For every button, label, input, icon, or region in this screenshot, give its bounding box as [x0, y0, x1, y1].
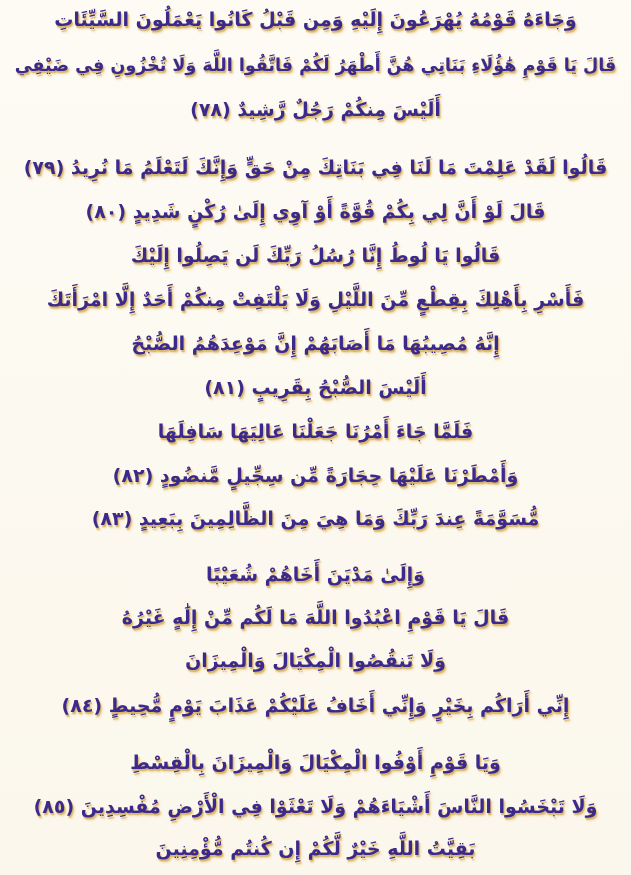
- verse-line-4: قَالُوا لَقَدْ عَلِمْتَ مَا لَنَا فِي بَنَاتِكَ مِنْ حَقٍّ وَإِنَّكَ لَتَعْلَمُ مَا نُرِيدُ (٧٩): [23, 157, 608, 179]
- verse-line-10: فَلَمَّا جَاءَ أَمْرُنَا جَعَلْنَا عَالِيَهَا سَافِلَهَا: [157, 421, 474, 443]
- verse-line-11: وَأَمْطَرْنَا عَلَيْهَا حِجَارَةً مِّن سِجِّيلٍ مَّنضُودٍ (٨٢): [112, 465, 519, 487]
- verse-line-3: أَلَيْسَ مِنكُمْ رَجُلٌ رَّشِيدٌ (٧٨): [190, 99, 441, 121]
- verse-line-13: وَإِلَىٰ مَدْيَنَ أَخَاهُمْ شُعَيْبًا: [206, 564, 425, 586]
- verse-line-2: قَالَ يَا قَوْمِ هَٰؤُلَاءِ بَنَاتِي هُنَّ أَطْهَرُ لَكُمْ فَاتَّقُوا اللَّهَ وَلَا تُخْزُونِ فِي ضَيْفِي: [14, 56, 617, 76]
- verse-line-7: فَأَسْرِ بِأَهْلِكَ بِقِطْعٍ مِّنَ اللَّيْلِ وَلَا يَلْتَفِتْ مِنكُمْ أَحَدٌ إِلَّا امْرَأَتَكَ: [46, 289, 585, 311]
- verse-line-8: إِنَّهُ مُصِيبُهَا مَا أَصَابَهُمْ إِنَّ مَوْعِدَهُمُ الصُّبْحُ: [131, 333, 500, 355]
- verse-line-9: أَلَيْسَ الصُّبْحُ بِقَرِيبٍ (٨١): [204, 377, 427, 399]
- verse-line-16: إِنِّي أَرَاكُم بِخَيْرٍ وَإِنِّي أَخَافُ عَلَيْكُمْ عَذَابَ يَوْمٍ مُّحِيطٍ (٨٤): [61, 695, 570, 717]
- verse-line-1: وَجَاءَهُ قَوْمُهُ يُهْرَعُونَ إِلَيْهِ وَمِن قَبْلُ كَانُوا يَعْمَلُونَ السَّيِّئَاتِ: [54, 9, 577, 31]
- verse-line-15: وَلَا تَنقُصُوا الْمِكْيَالَ وَالْمِيزَانَ: [185, 650, 446, 672]
- verse-line-17: وَيَا قَوْمِ أَوْفُوا الْمِكْيَالَ وَالْمِيزَانَ بِالْقِسْطِ: [130, 752, 501, 774]
- verse-line-5: قَالَ لَوْ أَنَّ لِي بِكُمْ قُوَّةً أَوْ آوِي إِلَىٰ رُكْنٍ شَدِيدٍ (٨٠): [85, 201, 546, 223]
- verse-line-12: مُّسَوَّمَةً عِندَ رَبِّكَ وَمَا هِيَ مِنَ الظَّالِمِينَ بِبَعِيدٍ (٨٣): [91, 508, 540, 530]
- verse-line-6: قَالُوا يَا لُوطُ إِنَّا رُسُلُ رَبِّكَ لَن يَصِلُوا إِلَيْكَ: [130, 245, 501, 267]
- verse-line-14: قَالَ يَا قَوْمِ اعْبُدُوا اللَّهَ مَا لَكُم مِّنْ إِلَٰهٍ غَيْرُهُ: [121, 607, 510, 629]
- verse-line-18: وَلَا تَبْخَسُوا النَّاسَ أَشْيَاءَهُمْ وَلَا تَعْثَوْا فِي الْأَرْضِ مُفْسِدِينَ (٨٥): [33, 796, 598, 818]
- verse-line-19: بَقِيَّتُ اللَّهِ خَيْرٌ لَّكُمْ إِن كُنتُم مُّؤْمِنِينَ: [155, 838, 476, 860]
